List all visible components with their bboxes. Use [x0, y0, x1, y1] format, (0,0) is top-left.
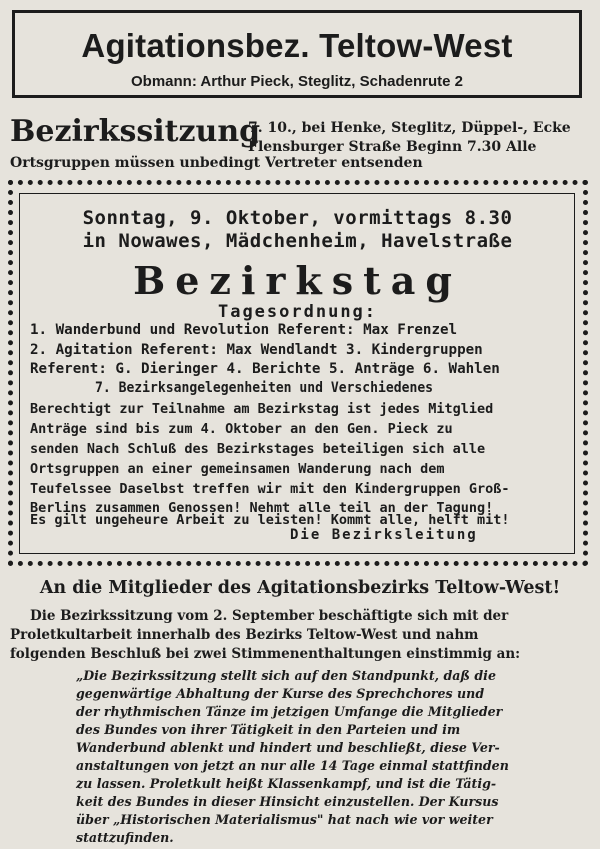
- bezirkstag-place: in Nowawes, Mädchenheim, Havelstraße: [82, 230, 513, 252]
- quote-line: gegenwärtige Abhaltung der Kurse des Sprechchores und: [76, 686, 485, 701]
- agenda-line: 7. Bezirksangelegenheiten und Verschiedenes: [95, 380, 434, 396]
- intro-line: Die Bezirkssitzung vom 2. September beschäftigte sich mit der: [30, 608, 509, 624]
- sitzung-line-3: Ortsgruppen müssen unbedingt Vertreter entsenden: [10, 155, 423, 171]
- bezirkstag-date: Sonntag, 9. Oktober, vormittags 8.30: [82, 207, 513, 229]
- body-line: Teufelssee Daselbst treffen wir mit den Kindergruppen Groß-: [30, 481, 510, 497]
- quote-line: über „Historischen Materialismus" hat nach wie vor weiter: [76, 812, 493, 827]
- header-box: [12, 10, 582, 98]
- body-line: Ortsgruppen an einer gemeinsamen Wanderung nach dem: [30, 461, 445, 477]
- bezirkstag-title: Bezirkstag: [133, 258, 462, 303]
- article2-title: An die Mitglieder des Agitationsbezirks Teltow-West!: [39, 578, 561, 598]
- tagesordnung-label: Tagesordnung:: [217, 302, 378, 322]
- sitzung-line-2: Flensburger Straße Beginn 7.30 Alle: [248, 139, 537, 155]
- intro-line: Proletkultarbeit innerhalb des Bezirks Teltow-West und nahm: [10, 627, 479, 643]
- sitzung-line-1: 7. 10., bei Henke, Steglitz, Düppel-, Ecke: [248, 120, 571, 136]
- quote-line: Wanderbund ablenkt und hindert und beschließt, diese Ver-: [76, 740, 500, 755]
- agenda-line: Referent: G. Dieringer 4. Berichte 5. Anträge 6. Wahlen: [30, 361, 500, 377]
- intro-line: folgenden Beschluß bei zwei Stimmenenthaltungen einstimmig an:: [10, 646, 521, 662]
- agenda-line: 1. Wanderbund und Revolution Referent: Max Frenzel: [30, 322, 458, 338]
- quote-line: stattzufinden.: [76, 830, 174, 845]
- body-line: senden Nach Schluß des Bezirkstages beteiligen sich alle: [30, 441, 486, 457]
- body-line: Berechtigt zur Teilnahme am Bezirkstag ist jedes Mitglied: [30, 401, 494, 417]
- header-obmann: Obmann: Arthur Pieck, Steglitz, Schadenrute 2: [130, 73, 463, 90]
- body-line: Anträge sind bis zum 4. Oktober an den Gen. Pieck zu: [30, 421, 453, 437]
- quote-line: zu lassen. Proletkult heißt Klassenkampf, und ist die Tätig-: [76, 776, 497, 791]
- body-line: Es gilt ungeheure Arbeit zu leisten! Kommt alle, helft mit!: [30, 512, 510, 528]
- quote-line: anstaltungen von jetzt an nur alle 14 Tage einmal stattfinden: [76, 758, 509, 773]
- quote-line: „Die Bezirkssitzung stellt sich auf den Standpunkt, daß die: [76, 668, 496, 683]
- signature: Die Bezirksleitung: [290, 527, 478, 543]
- quote-line: der rhythmischen Tänze im jetzigen Umfange die Mitglieder: [76, 704, 503, 719]
- quote-line: des Bundes von ihrer Tätigkeit in den Parteien und im: [76, 722, 461, 737]
- body-line: Berlins zusammen Genossen! Nehmt alle teil an der Tagung!: [30, 500, 494, 516]
- quote-line: keit des Bundes in dieser Hinsicht einzustellen. Der Kursus: [76, 794, 499, 809]
- header-title: Agitationsbez. Teltow-West: [81, 27, 513, 64]
- sitzung-details: [248, 119, 590, 157]
- sitzung-title: Bezirkssitzung: [10, 114, 261, 149]
- agenda-line: 2. Agitation Referent: Max Wendlandt 3. Kindergruppen: [30, 342, 483, 358]
